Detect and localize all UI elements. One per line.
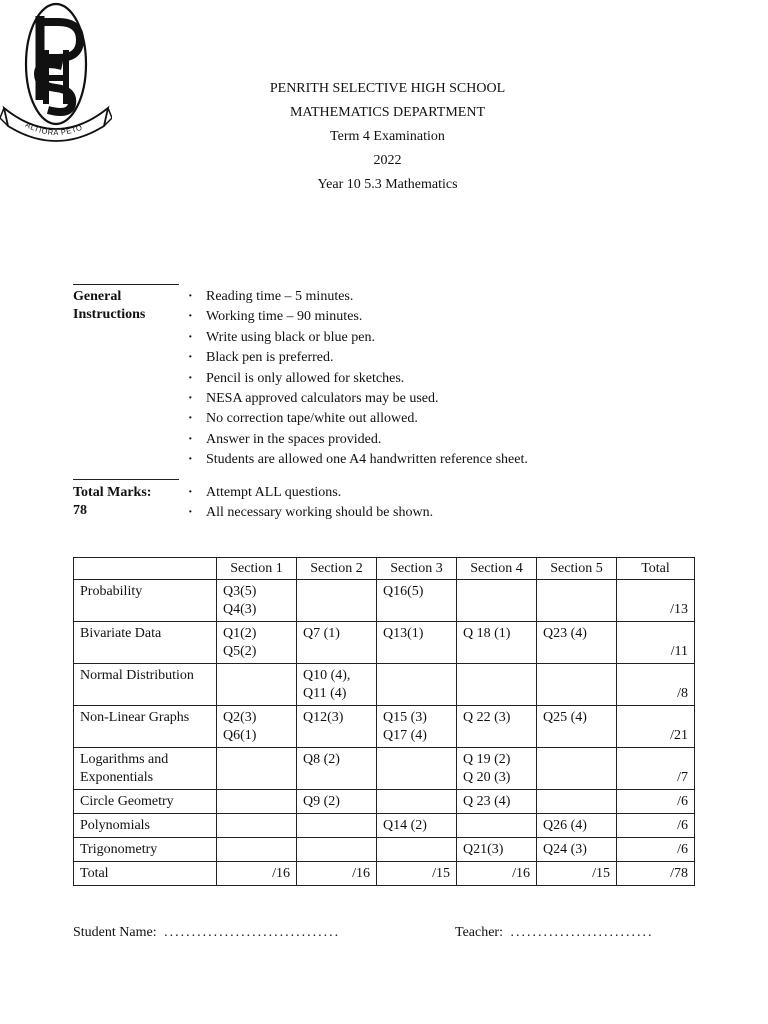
table-cell <box>457 790 537 814</box>
cell-line: Q12(3) <box>303 710 344 725</box>
table-cell <box>74 838 217 862</box>
table-header <box>74 558 217 580</box>
divider <box>73 284 179 285</box>
list-item: · Attempt ALL questions. <box>188 483 433 503</box>
table-row <box>74 748 695 790</box>
table-cell <box>297 664 377 706</box>
table-row <box>74 664 695 706</box>
cell-line: Q15 (3) <box>383 710 427 725</box>
cell-line: Q 19 (2) <box>463 752 511 767</box>
list-item: · Black pen is preferred. <box>188 348 528 368</box>
list-item: · NESA approved calculators may be used. <box>188 389 528 409</box>
cell-line: Q11 (4) <box>303 686 347 701</box>
motto-text: ALTIORA PETO <box>23 120 84 138</box>
table-cell <box>457 748 537 790</box>
cell-line: Trigonometry <box>80 842 158 857</box>
cell-line: Q4(3) <box>223 602 257 617</box>
table-cell: Total <box>74 862 217 886</box>
cell-line: Q 22 (3) <box>463 710 511 725</box>
table-cell <box>217 748 297 790</box>
table-header: Section 4 <box>457 558 537 580</box>
table-cell <box>217 838 297 862</box>
table-cell: /13 <box>617 580 695 622</box>
table-cell <box>297 790 377 814</box>
table-cell <box>457 838 537 862</box>
department-name: MATHEMATICS DEPARTMENT <box>289 105 486 120</box>
table-cell <box>217 580 297 622</box>
school-crest-icon <box>0 0 112 148</box>
table-cell <box>457 580 537 622</box>
general-instructions-label: General Instructions <box>73 289 146 322</box>
table-row <box>74 622 695 664</box>
table-cell <box>297 748 377 790</box>
table-cell <box>457 664 537 706</box>
table-cell <box>74 790 217 814</box>
cell-line: Q 23 (4) <box>463 794 511 809</box>
table-cell: /11 <box>617 622 695 664</box>
list-item: · Students are allowed one A4 handwritten reference sheet. <box>188 450 528 470</box>
cell-line: Q14 (2) <box>383 818 427 833</box>
table-cell <box>537 814 617 838</box>
table-cell <box>537 838 617 862</box>
cell-line: Bivariate Data <box>80 626 162 641</box>
table-cell: /15 <box>377 862 457 886</box>
table-row <box>74 790 695 814</box>
table-header-row <box>74 558 695 580</box>
table-cell <box>457 814 537 838</box>
table-row <box>74 814 695 838</box>
cell-line: Q25 (4) <box>543 710 587 725</box>
table-header: Section 2 <box>297 558 377 580</box>
table-header: Section 1 <box>217 558 297 580</box>
table-header: Section 3 <box>377 558 457 580</box>
table-cell <box>297 814 377 838</box>
table-cell <box>377 790 457 814</box>
cell-line: Exponentials <box>80 770 154 785</box>
table-cell <box>537 706 617 748</box>
table-header: Total <box>617 558 695 580</box>
cell-line: Q3(5) <box>223 584 257 599</box>
general-instructions-list <box>188 287 528 471</box>
cell-line: Q17 (4) <box>383 728 427 743</box>
table-cell <box>74 706 217 748</box>
cell-line: Logarithms and <box>80 752 169 767</box>
cell-line: Q 18 (1) <box>463 626 511 641</box>
marks-table <box>73 557 695 886</box>
table-cell: /8 <box>617 664 695 706</box>
divider <box>73 479 179 480</box>
teacher-dots: .......................... <box>510 925 654 940</box>
cell-line: Q24 (3) <box>543 842 587 857</box>
table-cell <box>74 748 217 790</box>
table-cell <box>377 580 457 622</box>
list-item: · Pencil is only allowed for sketches. <box>188 369 528 389</box>
table-row <box>74 706 695 748</box>
total-row <box>74 862 695 886</box>
table-row <box>74 838 695 862</box>
cell-line: Normal Distribution <box>80 668 194 683</box>
cell-line: Q13(1) <box>383 626 424 641</box>
table-cell <box>74 814 217 838</box>
cell-line: Q6(1) <box>223 728 257 743</box>
list-item: · Reading time – 5 minutes. <box>188 287 528 307</box>
exam-title: Term 4 Examination <box>330 129 445 144</box>
table-cell <box>377 748 457 790</box>
cell-line: Q16(5) <box>383 584 424 599</box>
course-title: Year 10 5.3 Mathematics <box>317 177 458 192</box>
table-cell: /21 <box>617 706 695 748</box>
table-cell: /16 <box>457 862 537 886</box>
table-cell <box>457 706 537 748</box>
table-cell <box>377 664 457 706</box>
table-cell <box>297 622 377 664</box>
list-item: · Answer in the spaces provided. <box>188 430 528 450</box>
table-cell <box>74 664 217 706</box>
table-cell <box>217 622 297 664</box>
list-item: · No correction tape/white out allowed. <box>188 409 528 429</box>
table-cell <box>74 622 217 664</box>
table-cell <box>377 838 457 862</box>
student-name-dots: ................................ <box>164 925 341 940</box>
cell-line: Q7 (1) <box>303 626 340 641</box>
table-cell: /6 <box>617 790 695 814</box>
cell-line: Q5(2) <box>223 644 257 659</box>
total-marks-list <box>188 483 433 524</box>
cell-line: Q21(3) <box>463 842 504 857</box>
table-cell <box>297 838 377 862</box>
table-cell <box>537 748 617 790</box>
total-marks-label: Total Marks: 78 <box>73 485 152 518</box>
table-cell <box>537 622 617 664</box>
cell-line: Probability <box>80 584 143 599</box>
cell-line: Q8 (2) <box>303 752 340 767</box>
table-cell <box>217 664 297 706</box>
cell-line: Circle Geometry <box>80 794 174 809</box>
school-name: PENRITH SELECTIVE HIGH SCHOOL <box>269 81 506 96</box>
cell-line: Q9 (2) <box>303 794 340 809</box>
table-cell <box>217 814 297 838</box>
table-cell <box>297 580 377 622</box>
table-cell: /16 <box>217 862 297 886</box>
cell-line: Polynomials <box>80 818 151 833</box>
list-item: · Write using black or blue pen. <box>188 328 528 348</box>
exam-year: 2022 <box>373 153 402 168</box>
cell-line: Q 20 (3) <box>463 770 511 785</box>
table-cell: /16 <box>297 862 377 886</box>
table-cell: /6 <box>617 814 695 838</box>
cell-line: Q1(2) <box>223 626 257 641</box>
student-name-label: Student Name: <box>73 925 157 940</box>
student-name-field[interactable] <box>73 925 340 941</box>
cell-line: Q2(3) <box>223 710 257 725</box>
table-cell: /15 <box>537 862 617 886</box>
cell-line: Q23 (4) <box>543 626 587 641</box>
table-cell: /7 <box>617 748 695 790</box>
table-cell: /6 <box>617 838 695 862</box>
cell-line: Q26 (4) <box>543 818 587 833</box>
table-cell <box>537 580 617 622</box>
cell-line: Non-Linear Graphs <box>80 710 190 725</box>
table-cell <box>377 706 457 748</box>
list-item: · Working time – 90 minutes. <box>188 307 528 327</box>
table-cell <box>377 622 457 664</box>
teacher-field[interactable] <box>455 925 653 941</box>
table-cell <box>74 580 217 622</box>
table-cell <box>217 706 297 748</box>
table-cell <box>457 622 537 664</box>
table-cell <box>537 790 617 814</box>
teacher-label: Teacher: <box>455 925 503 940</box>
list-item: · All necessary working should be shown. <box>188 503 433 523</box>
cell-line: Q10 (4), <box>303 668 351 683</box>
table-row <box>74 580 695 622</box>
table-cell <box>537 664 617 706</box>
table-cell: /78 <box>617 862 695 886</box>
table-cell <box>297 706 377 748</box>
table-cell <box>217 790 297 814</box>
table-cell <box>377 814 457 838</box>
table-header: Section 5 <box>537 558 617 580</box>
